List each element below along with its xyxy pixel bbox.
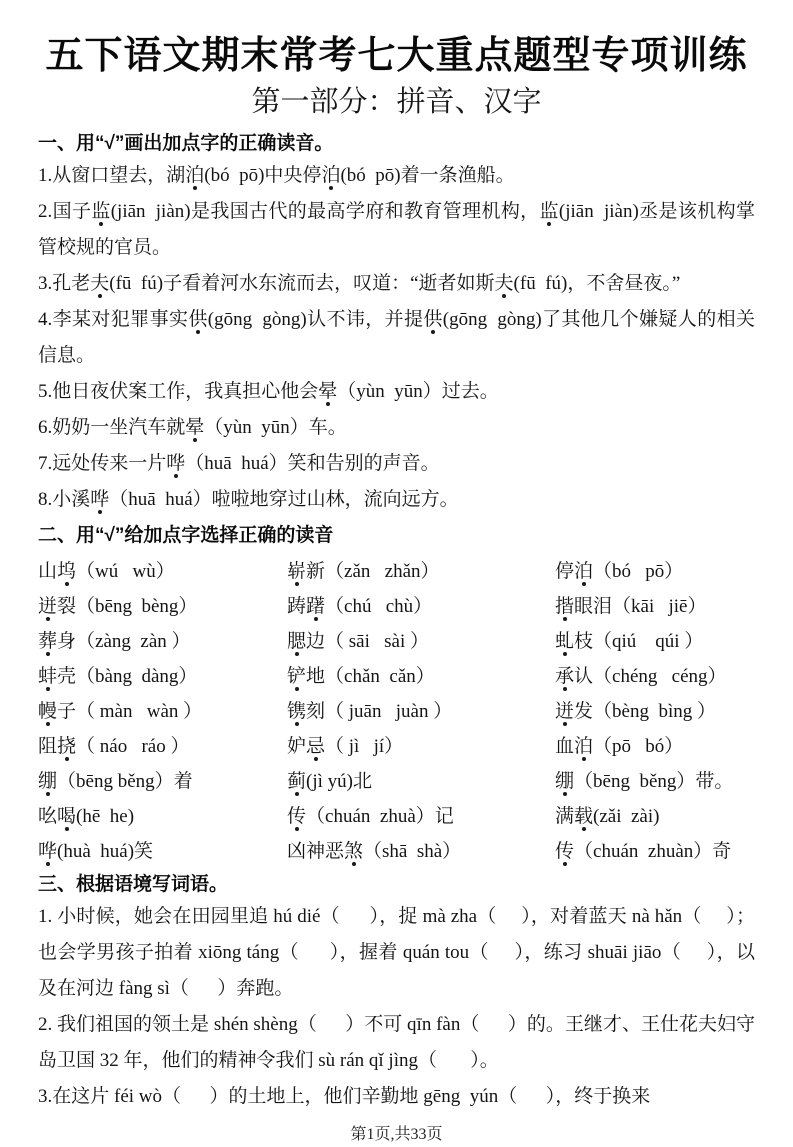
dotted-char: 哗	[38, 841, 58, 862]
word-item: 踌躇（chú chù）	[287, 596, 433, 617]
dotted-char: 供	[188, 309, 208, 330]
word-item: 铲地（chǎn cǎn）	[287, 666, 435, 687]
word-item: 幔子（ màn wàn ）	[38, 701, 203, 722]
word-item: 传（chuán zhuàn）奇	[555, 841, 732, 862]
page-number: 第1页,共33页	[350, 1126, 443, 1143]
dotted-char: 监	[91, 201, 111, 222]
question-item: 1. 小时候，她会在田园里追 hú dié（ ），捉 mà zha（ ），对着蓝天 nà hǎn（ ）；也会学男孩子拍着 xiōng táng（ ），握着 quán tou（ ），练习 shuāi jiāo（ ），以及在河边 fàng sì（ ）奔跑。	[38, 906, 755, 999]
dotted-char: 晕	[318, 381, 338, 402]
dotted-char: 泊	[321, 165, 341, 186]
dotted-char: 绷	[555, 771, 575, 792]
section1-items	[38, 158, 755, 518]
dotted-char: 绷	[38, 771, 58, 792]
dotted-char: 葬	[38, 631, 58, 652]
dotted-char: 供	[423, 309, 443, 330]
word-item: 揩眼泪（kāi jiē）	[555, 596, 707, 617]
word-item: 凶神恶煞（shā shà）	[287, 841, 462, 862]
dotted-char: 镌	[287, 701, 307, 722]
dotted-char: 躇	[306, 596, 326, 617]
section-word-pronunciation	[38, 522, 755, 869]
section2-heading: 二、用“√”给加点字选择正确的读音	[38, 525, 334, 546]
dotted-char: 泊	[574, 561, 594, 582]
word-item: 吆喝(hē he)	[38, 806, 135, 827]
word-item: 山坞（wú wù）	[38, 561, 175, 582]
dotted-char: 铲	[287, 666, 307, 687]
word-item: 蓟(jì yú)北	[287, 771, 372, 792]
dotted-char: 泊	[185, 165, 205, 186]
section-write-words	[38, 871, 755, 1115]
word-item: 哗(huà huá)笑	[38, 841, 154, 862]
dotted-char: 迸	[555, 701, 575, 722]
dotted-char: 蓟	[287, 771, 307, 792]
dotted-char: 腮	[287, 631, 307, 652]
question-item: 3.在这片 féi wò（ ）的土地上，他们辛勤地 gēng yún（ ），终于换来	[38, 1086, 651, 1107]
word-item: 妒忌（ jì jí）	[287, 736, 404, 757]
question-item: 7.远处传来一片哗（huā huá）笑和告别的声音。	[38, 453, 440, 474]
word-item: 迸发（bèng bìng ）	[555, 701, 716, 722]
question-item: 4.李某对犯罪事实供(gōng gòng)认不讳，并提供(gōng gòng)了其他几个嫌疑人的相关信息。	[38, 309, 755, 366]
dotted-char: 虬	[555, 631, 575, 652]
dotted-char: 泊	[574, 736, 594, 757]
page-subtitle: 第一部分：拼音、汉字	[251, 86, 542, 118]
word-item: 腮边（ sāi sài ）	[287, 631, 429, 652]
word-item: 满载(zǎi zài)	[555, 806, 660, 827]
word-item: 承认（chéng céng）	[555, 666, 727, 687]
question-item: 3.孔老夫(fū fú)子看着河水东流而去，叹道：“逝者如斯夫(fū fú)，不舍昼夜。”	[38, 273, 681, 294]
word-item: 迸裂（bēng bèng）	[38, 596, 198, 617]
question-item: 2.国子监(jiān jiàn)是我国古代的最高学府和教育管理机构，监(jiān jiàn)丞是该机构掌管校规的官员。	[38, 201, 755, 258]
dotted-char: 坞	[57, 561, 77, 582]
word-item: 崭新（zǎn zhǎn）	[287, 561, 440, 582]
word-item: 蚌壳（bàng dàng）	[38, 666, 198, 687]
question-item: 6.奶奶一坐汽车就晕（yùn yūn）车。	[38, 417, 347, 438]
dotted-char: 夫	[494, 273, 514, 294]
section2-word-grid	[38, 554, 755, 869]
dotted-char: 监	[539, 201, 559, 222]
dotted-char: 忌	[306, 736, 326, 757]
dotted-char: 哗	[90, 489, 110, 510]
section3-items	[38, 899, 755, 1115]
dotted-char: 喝	[57, 806, 77, 827]
word-item: 葬身（zàng zàn ）	[38, 631, 191, 652]
word-item: 绷（bēng běng）带。	[555, 771, 734, 792]
word-item: 血泊（pō bó）	[555, 736, 684, 757]
word-item: 停泊（bó pō）	[555, 561, 684, 582]
dotted-char: 载	[574, 806, 594, 827]
word-item: 镌刻（ juān juàn ）	[287, 701, 453, 722]
word-item: 虬枝（qiú qúi ）	[555, 631, 704, 652]
dotted-char: 崭	[287, 561, 307, 582]
dotted-char: 挠	[57, 736, 77, 757]
dotted-char: 揩	[555, 596, 575, 617]
dotted-char: 传	[287, 806, 307, 827]
dotted-char: 迸	[38, 596, 58, 617]
dotted-char: 夫	[90, 273, 110, 294]
word-item: 绷（bēng běng）着	[38, 771, 193, 792]
dotted-char: 煞	[344, 841, 364, 862]
dotted-char: 承	[555, 666, 575, 687]
page-title: 五下语文期末常考七大重点题型专项训练	[45, 35, 748, 77]
dotted-char: 蚌	[38, 666, 58, 687]
question-item: 1.从窗口望去，湖泊(bó pō)中央停泊(bó pō)着一条渔船。	[38, 165, 515, 186]
question-item: 2. 我们祖国的领土是 shén shèng（ ）不可 qīn fàn（ ）的。王继才、王仕花夫妇守岛卫国 32 年，他们的精神令我们 sù rán qǐ jìng（ ）。	[38, 1014, 755, 1071]
dotted-char: 晕	[185, 417, 205, 438]
question-item: 8.小溪哗（huā huá）啦啦地穿过山林，流向远方。	[38, 489, 459, 510]
dotted-char: 哗	[166, 453, 186, 474]
section-pinyin-check	[38, 130, 755, 518]
word-item: 阻挠（ náo ráo ）	[38, 736, 190, 757]
dotted-char: 幔	[38, 701, 58, 722]
question-item: 5.他日夜伏案工作，我真担心他会晕（yùn yūn）过去。	[38, 381, 499, 402]
word-item: 传（chuán zhuà）记	[287, 806, 454, 827]
section3-heading: 三、根据语境写词语。	[38, 874, 229, 895]
dotted-char: 传	[555, 841, 575, 862]
section1-heading: 一、用“√”画出加点字的正确读音。	[38, 133, 334, 154]
